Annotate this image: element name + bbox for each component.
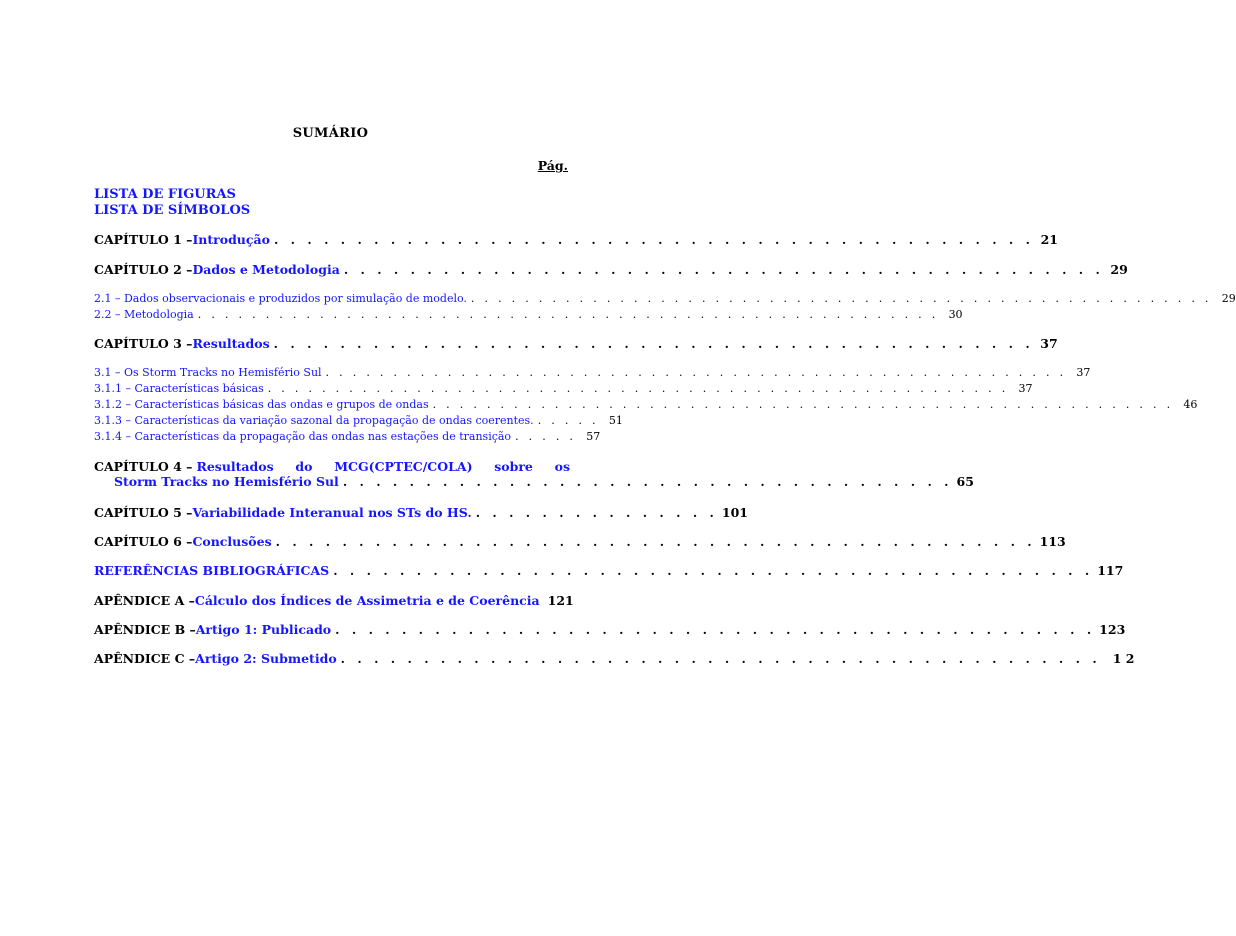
page-number: 57 (586, 430, 601, 443)
list-of-figures-link[interactable]: LISTA DE FIGURAS (94, 187, 236, 202)
chapter-label: CAPÍTULO 2 – (94, 262, 193, 277)
page-number: 29 (1110, 262, 1128, 277)
page-number: 46 (1183, 398, 1198, 411)
dot-leader: . . . . . . . . . . . . . . . . . . . . . . . . . . . . . . . . . . . . . (342, 474, 953, 489)
chapter-4-link-line-1[interactable]: Resultados do MCG(CPTEC/COLA) sobre os (196, 459, 570, 474)
page-number: 21 (1040, 232, 1058, 247)
section-3-1-3-link[interactable]: 3.1.3 – Características da variação sazonal da propagação de ondas coerentes. (94, 414, 534, 427)
dot-leader: . . . . . . . . . . . . . . . . . . . . . . . . . . . . . . . . . . . . . . . . . . . . . . (340, 651, 1101, 666)
section-3-1-2-link[interactable]: 3.1.2 – Características básicas das ondas e grupos de ondas (94, 398, 429, 411)
appendix-label: APÊNDICE C – (94, 651, 196, 666)
page-number: 65 (956, 474, 974, 489)
page-column-header: Pág. (537, 158, 568, 173)
toc-entry-section-3-1-3 (94, 414, 623, 427)
toc-entry-section-3-1-4 (94, 430, 601, 443)
dot-leader: . . . . . . . . . . . . . . . . . . . . . . . . . . . . . . . . . . . . . . . . . . . . . . (343, 262, 1104, 277)
page-number: 37 (1076, 366, 1091, 379)
page-number: 101 (721, 505, 748, 520)
page-number: 113 (1039, 534, 1066, 549)
toc-entry-appendix-c (94, 651, 1135, 666)
chapter-label: CAPÍTULO 6 – (94, 534, 193, 549)
dot-leader: . . . . . . . . . . . . . . . . . . . . . . . . . . . . . . . . . . . . . . . . . . . . . . (335, 622, 1096, 637)
chapter-6-link[interactable]: Conclusões (192, 534, 272, 549)
page-number: 1 2 (1112, 651, 1135, 666)
section-3-1-1-link[interactable]: 3.1.1 – Características básicas (94, 382, 264, 395)
page-number: 37 (1040, 336, 1058, 351)
chapter-2-link[interactable]: Dados e Metodologia (192, 262, 340, 277)
dot-leader: . . . . . . . . . . . . . . . . . . . . . . . . . . . . . . . . . . . . . . . . . . . . . . (333, 563, 1094, 578)
chapter-3-link[interactable]: Resultados (192, 336, 270, 351)
list-of-symbols-link[interactable]: LISTA DE SÍMBOLOS (94, 203, 251, 218)
dot-leader: . . . . . . . . . . . . . . . . . . . . . . . . . . . . . . . . . . . . . . . . . . . . . . . . . . . . . . . (267, 382, 1009, 395)
page-number: 37 (1018, 382, 1033, 395)
appendix-label: APÊNDICE A – (94, 593, 195, 608)
chapter-4-line-2 (94, 474, 974, 489)
page-number: 29 (1221, 292, 1236, 305)
toc-entry-section-2-2 (94, 308, 963, 321)
dot-leader: . . . . . . . . . . . . . . . . . . . . . . . . . . . . . . . . . . . . . . . . . . . . . . (275, 534, 1036, 549)
dot-leader: . . . . . (515, 430, 577, 443)
dot-leader: . . . . . . . . . . . . . . . . . . . . . . . . . . . . . . . . . . . . . . . . . . . . . . . . . . . . . . . (470, 292, 1212, 305)
section-3-1-link[interactable]: 3.1 – Os Storm Tracks no Hemisfério Sul (94, 366, 322, 379)
toc-entry-chapter-3 (94, 336, 1058, 351)
appendix-label: APÊNDICE B – (94, 622, 196, 637)
toc-entry-chapter-5 (94, 505, 748, 520)
chapter-4-link-line-2[interactable]: Storm Tracks no Hemisfério Sul (114, 474, 339, 489)
dot-leader: . . . . . . . . . . . . . . . . . . . . . . . . . . . . . . . . . . . . . . . . . . . . . . (273, 336, 1034, 351)
page-title: SUMÁRIO (292, 126, 369, 141)
chapter-1-link[interactable]: Introdução (192, 232, 270, 247)
appendix-c-link[interactable]: Artigo 2: Submetido (195, 651, 337, 666)
toc-entry-references (94, 563, 1124, 578)
section-2-1-link[interactable]: 2.1 – Dados observacionais e produzidos por simulação de modelo. (94, 292, 467, 305)
chapter-label: CAPÍTULO 4 – (94, 459, 193, 474)
appendix-a-link[interactable]: Cálculo dos Índices de Assimetria e de Coerência (194, 593, 540, 608)
toc-entry-appendix-a (94, 593, 574, 608)
dot-leader: . . . . . . . . . . . . . . . . . . . . . . . . . . . . . . . . . . . . . . . . . . . . . . . . . . . . . . . (432, 398, 1174, 411)
chapter-label: CAPÍTULO 5 – (94, 505, 193, 520)
dot-leader: . . . . . . . . . . . . . . . . . . . . . . . . . . . . . . . . . . . . . . . . . . . . . . (273, 232, 1034, 247)
dot-leader: . . . . . . . . . . . . . . . . . . . . . . . . . . . . . . . . . . . . . . . . . . . . . . . . . . . . . . . (197, 308, 939, 321)
front-matter-links (94, 187, 250, 219)
chapter-5-link[interactable]: Variabilidade Interanual nos STs do HS. (192, 505, 472, 520)
toc-entry-chapter-1 (94, 232, 1058, 247)
toc-entry-section-3-1-1 (94, 382, 1033, 395)
page-number: 117 (1097, 563, 1124, 578)
dot-leader: . . . . . (537, 414, 599, 427)
chapter-4-line-1 (94, 459, 570, 474)
toc-entry-section-3-1 (94, 366, 1091, 379)
references-link[interactable]: REFERÊNCIAS BIBLIOGRÁFICAS (94, 563, 330, 578)
dot-leader: . . . . . . . . . . . . . . . . . . . . . . . . . . . . . . . . . . . . . . . . . . . . . . . . . . . . . . . (325, 366, 1067, 379)
chapter-label: CAPÍTULO 1 – (94, 232, 193, 247)
page-number: 121 (547, 593, 574, 608)
toc-entry-chapter-4 (94, 459, 974, 489)
toc-entry-section-2-1 (94, 292, 1236, 305)
page-number: 51 (608, 414, 623, 427)
page-number: 123 (1099, 622, 1126, 637)
section-2-2-link[interactable]: 2.2 – Metodologia (94, 308, 194, 321)
chapter-label: CAPÍTULO 3 – (94, 336, 193, 351)
dot-leader: . . . . . . . . . . . . . . . (475, 505, 718, 520)
section-3-1-4-link[interactable]: 3.1.4 – Características da propagação das ondas nas estações de transição (94, 430, 512, 443)
toc-entry-chapter-6 (94, 534, 1066, 549)
toc-entry-section-3-1-2 (94, 398, 1198, 411)
page-number: 30 (948, 308, 963, 321)
toc-entry-chapter-2 (94, 262, 1128, 277)
appendix-b-link[interactable]: Artigo 1: Publicado (195, 622, 332, 637)
toc-entry-appendix-b (94, 622, 1126, 637)
